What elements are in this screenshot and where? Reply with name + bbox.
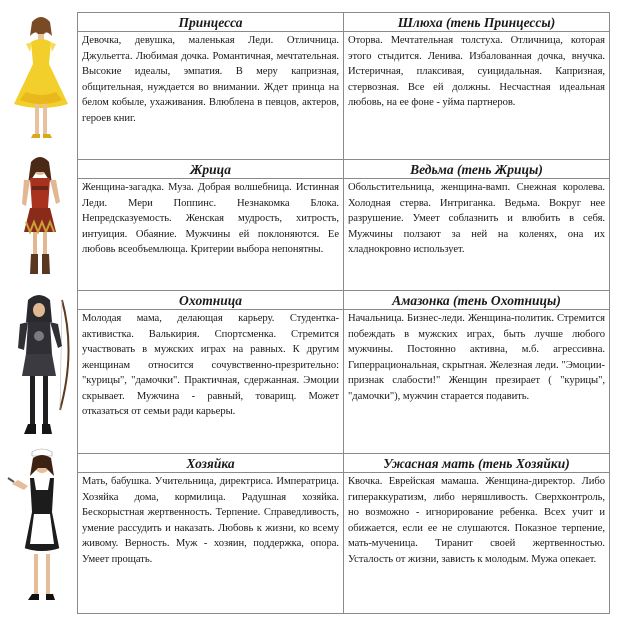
housewife-maid-costume-figure	[6, 448, 76, 608]
amazon-title: Амазонка (тень Охотницы)	[344, 291, 610, 310]
terrible-mother-description: Квочка. Еврейская мамаша. Женщина-директор. Либо гипераккуратизм, либо неряшливость. Сверхконтроль, но возможно - игнорирование ребенка. Всех учит и обижается, если ее не слушаются. Показное терпение, мать-мученица. Тиранит своей жертвенностью. Усталость от жизни, зависть к молодым. Мужа опекает.	[344, 473, 610, 614]
terrible-mother-title: Ужасная мать (тень Хозяйки)	[344, 454, 610, 473]
table-row	[78, 473, 610, 614]
table-row	[78, 32, 610, 160]
archetypes-table	[77, 12, 610, 614]
housewife-title: Хозяйка	[78, 454, 344, 473]
huntress-title: Охотница	[78, 291, 344, 310]
table-row	[78, 291, 610, 310]
priestess-title: Жрица	[78, 160, 344, 179]
huntress-description: Молодая мама, делающая карьеру. Студентка-активистка. Валькирия. Спортсменка. Стремится участвовать в мужских играх на равных. К другим женщинам относится сочувственно-презрительно: "курицы", "дамочки". Практичная, сдержанная. Эмоции скрывает. Мужчина - равный, товарищ. Может отказаться от семьи ради карьеры.	[78, 310, 344, 454]
princess-costume-figure	[6, 12, 76, 142]
table-row	[78, 310, 610, 454]
table-row	[78, 454, 610, 473]
priestess-description: Женщина-загадка. Муза. Добрая волшебница. Истинная Леди. Мери Поппинс. Незнакомка Блока. Непредсказуемость. Женская мудрость, хитрость, интуиция. Обаяние. Мужчины ей поклоняются. Ее любовь всеобъемлюща. Критерии выбора непонятны.	[78, 179, 344, 291]
witch-title: Ведьма (тень Жрицы)	[344, 160, 610, 179]
princess-title: Принцесса	[78, 13, 344, 32]
princess-description: Девочка, девушка, маленькая Леди. Отличница. Джульетта. Любимая дочка. Романтичная, мечтательная. Высокие идеалы, эмпатия. В меру капризная, общительная, нуждается во внимании. Ждет принца на белом кобыле, ухаживания. Влюблена в певцов, актеров, героев книг.	[78, 32, 344, 160]
whore-description: Оторва. Мечтательная толстуха. Отличница, которая этого стыдится. Ленива. Избалованная дочка, внучка. Истеричная, плаксивая, суицидальная. Капризная, стервозная. Все ей должны. Несчастная идеальная любовь, на ее фоне - уйма партнеров.	[344, 32, 610, 160]
table-row	[78, 160, 610, 179]
table-row	[78, 179, 610, 291]
huntress-costume-figure	[6, 292, 76, 442]
amazon-description: Начальница. Бизнес-леди. Женщина-политик. Стремится побеждать в мужских играх, быть лучше любого мужчины. Постоянно активна, м.б. агрессивна. Гиперрациональная, скрытная. Железная леди. "Эмоции-признак слабости!" Женщин презирает ( "курицы", "дамочки"), мужчин старается подавить.	[344, 310, 610, 454]
witch-description: Обольстительница, женщина-вамп. Снежная королева. Холодная стерва. Интриганка. Ведьма. Вокруг нее разрушение. Умеет соблазнить и влюбить в себя. Мужчины ползают за ней на коленях, она их хладнокровно использует.	[344, 179, 610, 291]
whore-title: Шлюха (тень Принцессы)	[344, 13, 610, 32]
table-row	[78, 13, 610, 32]
priestess-costume-figure	[6, 150, 76, 280]
housewife-description: Мать, бабушка. Учительница, директриса. Императрица. Хозяйка дома, кормилица. Радушная хозяйка. Бескорыстная жертвенность. Терпение. Справедливость, умение рассудить и наказать. Любовь к жизни, ко всему живому. Верность. Муж - хозяин, поддержка, опора. Умеет прощать.	[78, 473, 344, 614]
